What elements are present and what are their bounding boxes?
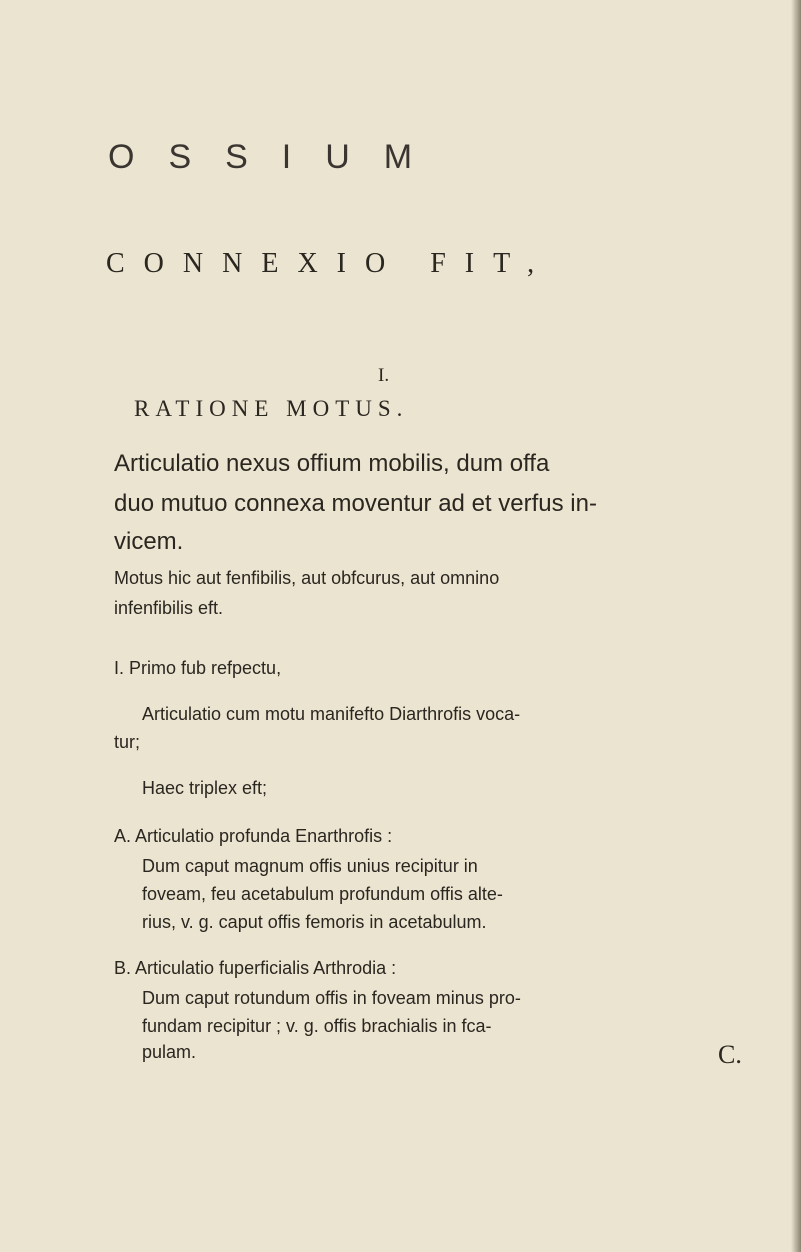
catchword: C.	[718, 1040, 742, 1069]
text-line-6: I. Primo fub refpectu,	[114, 658, 282, 678]
text-line-3: vicem.	[114, 528, 184, 555]
title-connexio-fit: CONNEXIO FIT,	[106, 248, 554, 279]
page-edge	[791, 0, 801, 1252]
section-heading: RATIONE MOTUS.	[134, 396, 409, 421]
text-line-8: tur;	[114, 732, 141, 752]
text-line-10: A. Articulatio profunda Enarthrofis :	[114, 826, 393, 846]
text-line-12: foveam, feu acetabulum profundum offis alte-	[142, 884, 503, 904]
text-line-11: Dum caput magnum offis unius recipitur in	[142, 856, 478, 876]
text-line-5: infenfibilis eft.	[114, 598, 224, 618]
text-line-9: Haec triplex eft;	[142, 778, 268, 798]
text-line-1: Articulatio nexus offium mobilis, dum offa	[114, 450, 550, 477]
text-line-13: rius, v. g. caput offis femoris in acetabulum.	[142, 912, 487, 932]
title-ossium: OSSIUM	[108, 138, 447, 176]
text-line-16: fundam recipitur ; v. g. offis brachialis in fca-	[142, 1016, 492, 1036]
text-line-7: Articulatio cum motu manifefto Diarthrofis voca-	[142, 704, 521, 724]
text-line-14: B. Articulatio fuperficialis Arthrodia :	[114, 958, 397, 978]
text-line-15: Dum caput rotundum offis in foveam minus pro-	[142, 988, 521, 1008]
text-line-4: Motus hic aut fenfibilis, aut obfcurus, aut omnino	[114, 568, 500, 588]
text-line-17: pulam.	[142, 1042, 197, 1062]
section-numeral: I.	[378, 365, 390, 386]
text-line-2: duo mutuo connexa moventur ad et verfus in-	[114, 490, 597, 517]
